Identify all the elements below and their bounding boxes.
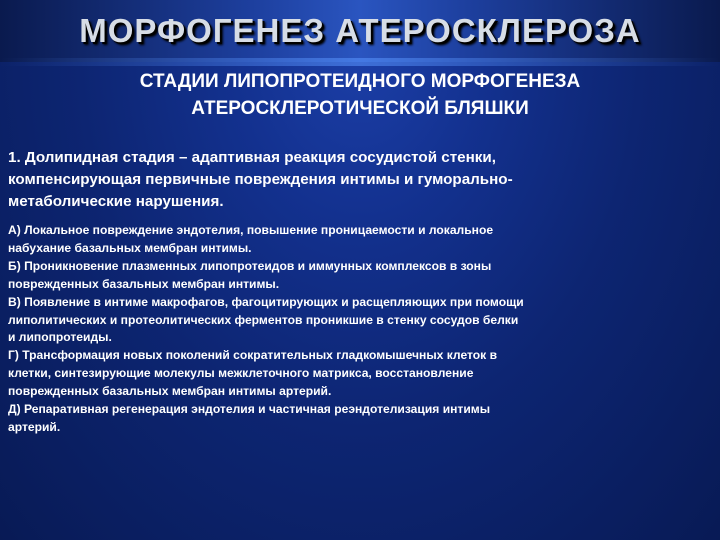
stage-item-a: А) Локальное повреждение эндотелия, повышение проницаемости и локальное набухание базальных мембран интимы. xyxy=(8,223,494,255)
subtitle-line-2: АТЕРОСКЛЕРОТИЧЕСКОЙ БЛЯШКИ xyxy=(191,98,529,119)
subtitle-line-1: СТАДИИ ЛИПОПРОТЕИДНОГО МОРФОГЕНЕЗА xyxy=(139,71,581,92)
slide-title: МОРФОГЕНЕЗ АТЕРОСКЛЕРОЗА xyxy=(79,12,641,49)
stage-description xyxy=(8,147,608,213)
stage-item-b: Б) Проникновение плазменных липопротеидов и иммунных комплексов в зоны поврежденных базальных мембран интимы. xyxy=(8,258,492,291)
stage-line-3: метаболические нарушения. xyxy=(8,193,224,210)
slide-subtitle xyxy=(60,68,660,122)
stage-item-d: Д) Репаративная регенерация эндотелия и частичная реэндотелизация интимы артерий. xyxy=(8,402,491,434)
header-glow xyxy=(0,58,720,66)
stage-line-1: 1. Долипидная стадия – адаптивная реакция сосудистой стенки, xyxy=(8,149,496,166)
stage-item-v: В) Появление в интиме макрофагов, фагоцитирующих и расщепляющих при помощи липолитических и протеолитических ферментов проникшие в стенку сосудов белки и липопротеиды. xyxy=(8,294,524,345)
stage-line-2: компенсирующая первичные повреждения интимы и гуморально- xyxy=(8,171,513,188)
stage-item-g: Г) Трансформация новых поколений сократительных гладкомышечных клеток в клетки, синтезирующие молекулы межклеточного матрикса, восстановление поврежденных базальных мембран интимы артерий. xyxy=(8,348,498,399)
stage-items-list xyxy=(8,222,658,437)
